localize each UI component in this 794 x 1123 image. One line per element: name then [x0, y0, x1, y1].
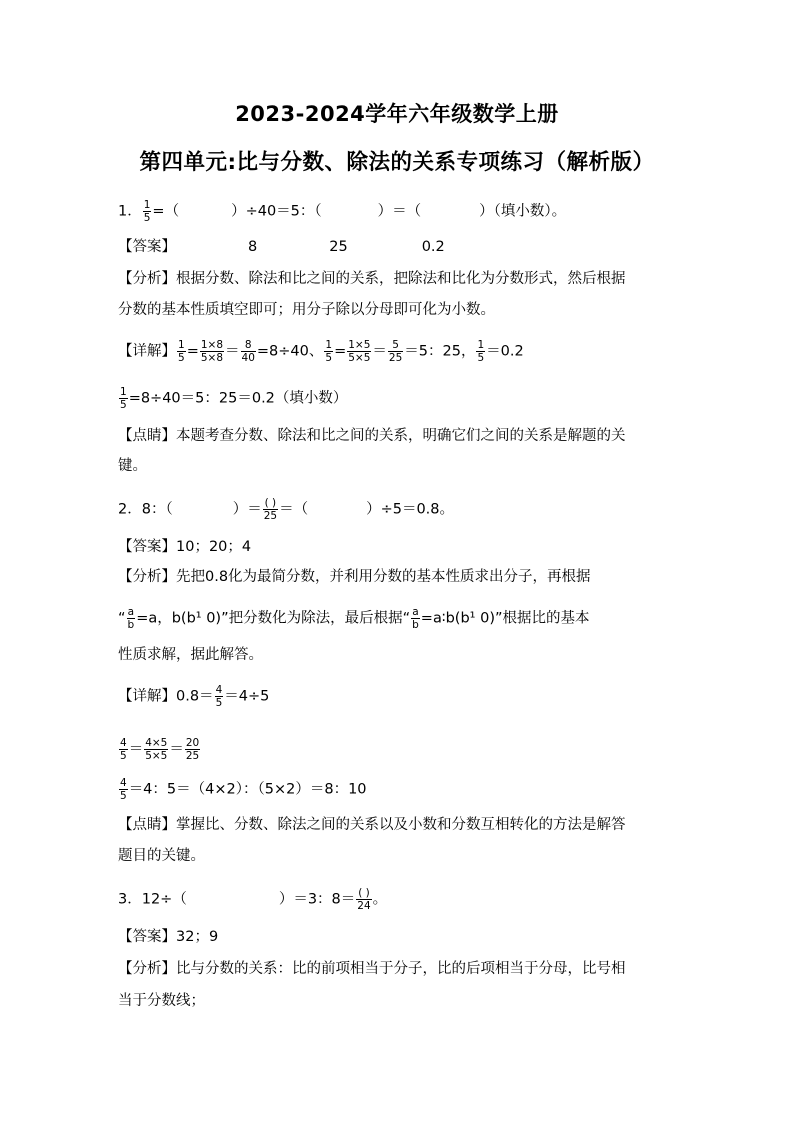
q3-analysis-line2: 当于分数线； [118, 993, 205, 1009]
q1-comment-line2: 键。 [118, 458, 147, 474]
q2-comment-line1: 【点睛】掌握比、分数、除法之间的关系以及小数和分数互相转化的方法是解答 [118, 817, 626, 833]
q3-analysis-line1: 【分析】比与分数的关系：比的前项相当于分子，比的后项相当于分母，比号相 [118, 961, 626, 977]
q2-detail-line1: 【详解】0.8＝ $\frac{4}{5}$ ＝4÷5 [118, 684, 270, 709]
q2-detail-line3: $\frac{4}{5}$ ＝4：5＝（4×2）：（5×2）＝8：10 [120, 777, 367, 802]
q3-question: 3．12÷（ ）＝3：8＝ $\frac{( )}{24}$ 。 [118, 887, 388, 912]
q2-detail-line2: $\frac{4}{5}$ ＝ $\frac{4\times 5}{5\times 5}$ ＝ $\frac{20}{25}$ [120, 737, 200, 762]
page-subtitle: 第四单元:比与分数、除法的关系专项练习（解析版） [139, 150, 655, 175]
q2-comment-line2: 题目的关键。 [118, 848, 205, 864]
q3-answer: 【答案】32；9 [118, 929, 219, 945]
q2-fraction: $\frac{( )}{25}$ [263, 497, 278, 522]
q1-question: 1． $\frac{1}{5}$ =（ ）÷40＝5：（ ）＝（ ）（填小数）。 [118, 199, 567, 224]
q2-question: 2．8：（ ）＝ $\frac{( )}{25}$ ＝（ ）÷5＝0.8。 [118, 497, 455, 522]
q1-answer: 【答案】 8 25 0.2 [118, 239, 445, 255]
q1-comment-line1: 【点睛】本题考查分数、除法和比之间的关系，明确它们之间的关系是解题的关 [118, 428, 626, 444]
q1-analysis-line1: 【分析】根据分数、除法和比之间的关系，把除法和比化为分数形式，然后根据 [118, 271, 626, 287]
page-title: 2023-2024学年六年级数学上册 [235, 102, 559, 126]
q2-analysis-line1: 【分析】先把0.8化为最简分数，并利用分数的基本性质求出分子，再根据 [118, 569, 591, 585]
q1-fraction: $\frac{1}{5}$ [143, 199, 151, 224]
q2-analysis-line3: 性质求解，据此解答。 [118, 647, 263, 663]
q1-detail-line2: $\frac{1}{5}$ =8÷40＝5：25＝0.2（填小数） [120, 386, 348, 411]
q2-analysis-line2: “ $\frac{a}{b}$ =a，b(b¹ 0)”把分数化为除法，最后根据“ $\frac{a}{b}$ =a∶b(b¹ 0)”根据比的基本 [118, 606, 590, 631]
q3-fraction: $\frac{( )}{24}$ [357, 887, 371, 912]
q1-number: 1． [118, 203, 142, 220]
q1-detail-line1: 【详解】 $\frac{1}{5}$ = $\frac{1\times 8}{5\times 8}$ ＝ $\frac{8}{40}$ =8÷40、 $\frac{1}{5}$ = $\frac{1\times 5}{5\times 5}$ ＝ $\frac{5}{25}$ ＝5：25， $\frac{1}{5}$ ＝0.2 [118, 339, 524, 364]
q1-analysis-line2: 分数的基本性质填空即可；用分子除以分母即可化为小数。 [118, 302, 495, 318]
q2-answer: 【答案】10；20；4 [118, 539, 252, 555]
